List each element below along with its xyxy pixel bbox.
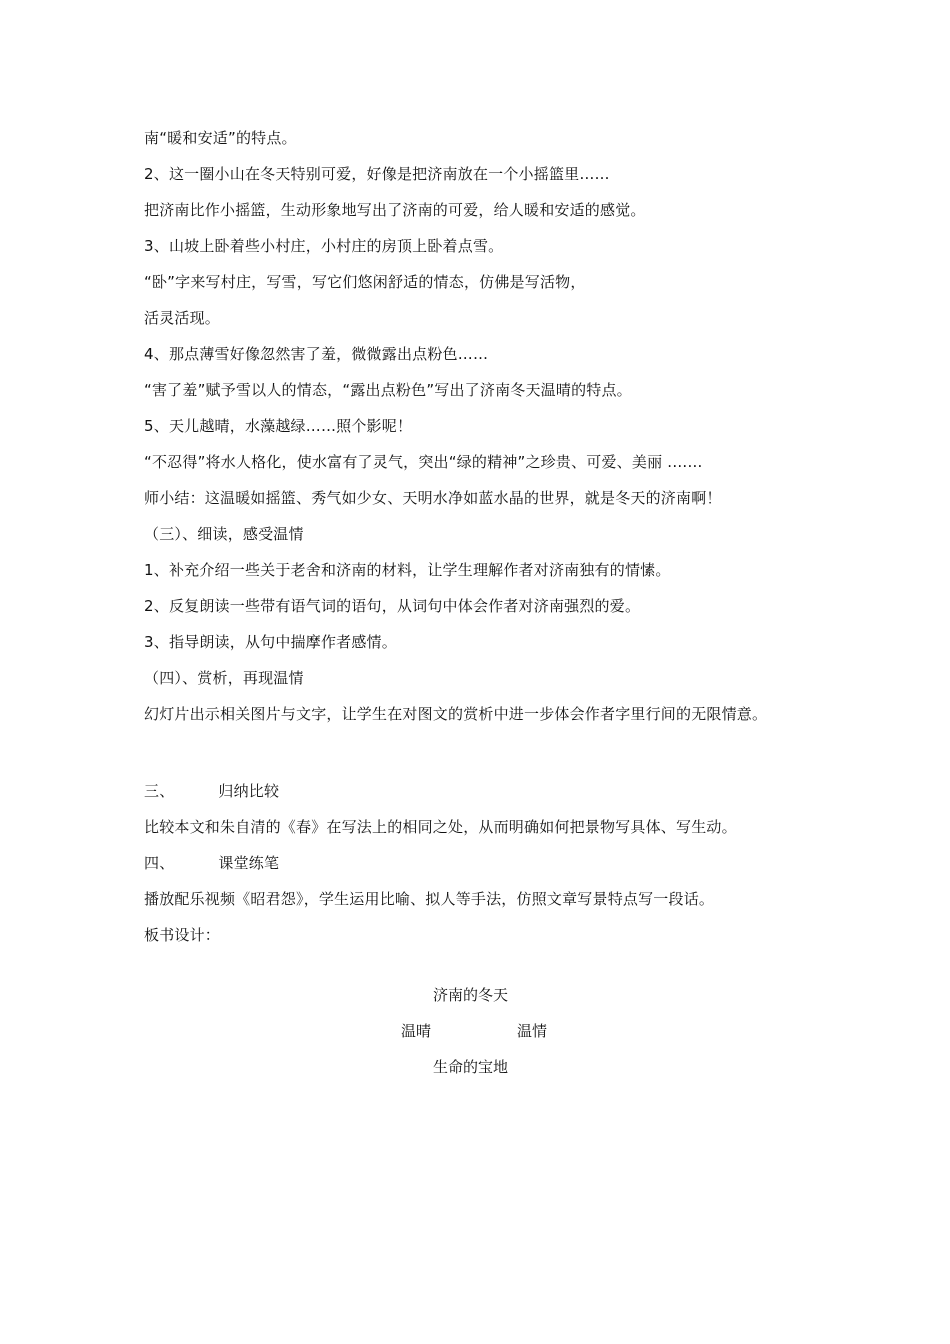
text-line: 比较本文和朱自清的《春》在写法上的相同之处，从而明确如何把景物写具体、写生动。 <box>144 818 737 836</box>
text-line: 师小结：这温暖如摇篮、秀气如少女、天明水净如蓝水晶的世界，就是冬天的济南啊！ <box>144 489 722 507</box>
text-line: 播放配乐视频《昭君怨》，学生运用比喻、拟人等手法，仿照文章写景特点写一段话。 <box>144 890 715 908</box>
text-line: 3、指导朗读，从句中揣摩作者感情。 <box>144 633 397 651</box>
text-line: 1、补充介绍一些关于老舍和济南的材料，让学生理解作者对济南独有的情愫。 <box>144 561 671 579</box>
text-line: “卧”字来写村庄，写雪，写它们悠闲舒适的情态，仿佛是写活物， <box>144 273 586 291</box>
board-label: 板书设计： <box>144 926 221 944</box>
board-title: 济南的冬天 <box>433 986 509 1004</box>
text-line: 2、反复朗读一些带有语气词的语句，从词句中体会作者对济南强烈的爱。 <box>144 597 641 615</box>
board-bottom: 生命的宝地 <box>433 1058 509 1076</box>
section-number: 四、 <box>144 854 175 872</box>
text-line: 5、天儿越晴，水藻越绿……照个影呢！ <box>144 417 413 435</box>
section-heading <box>144 853 279 873</box>
section-number: 三、 <box>144 782 175 800</box>
text-line: 2、这一圈小山在冬天特别可爱，好像是把济南放在一个小摇篮里…… <box>144 165 610 183</box>
text-line: “不忍得”将水人格化，使水富有了灵气，突出“绿的精神”之珍贵、可爱、美丽 .…… <box>144 453 703 471</box>
board-left: 温晴 <box>401 1022 432 1040</box>
section-heading: （三）、细读，感受温情 <box>144 525 304 543</box>
text-line: 4、那点薄雪好像忽然害了羞，微微露出点粉色…… <box>144 345 489 363</box>
text-line: 3、山坡上卧着些小村庄，小村庄的房顶上卧着点雪。 <box>144 237 504 255</box>
section-title: 归纳比较 <box>218 782 280 800</box>
section-heading: （四）、赏析，再现温情 <box>144 669 304 687</box>
text-line: 活灵活现。 <box>144 309 221 327</box>
board-right: 温情 <box>517 1022 548 1040</box>
section-title: 课堂练笔 <box>218 854 280 872</box>
text-line: 把济南比作小摇篮，生动形象地写出了济南的可爱，给人暖和安适的感觉。 <box>144 201 646 219</box>
section-heading <box>144 781 279 801</box>
text-line: 南“暖和安适”的特点。 <box>144 129 297 147</box>
text-line: “害了羞”赋予雪以人的情态，“露出点粉色”写出了济南冬天温晴的特点。 <box>144 381 632 399</box>
paragraph: 幻灯片出示相关图片与文字，让学生在对图文的赏析中进一步体会作者字里行间的无限情意。 <box>144 705 768 723</box>
